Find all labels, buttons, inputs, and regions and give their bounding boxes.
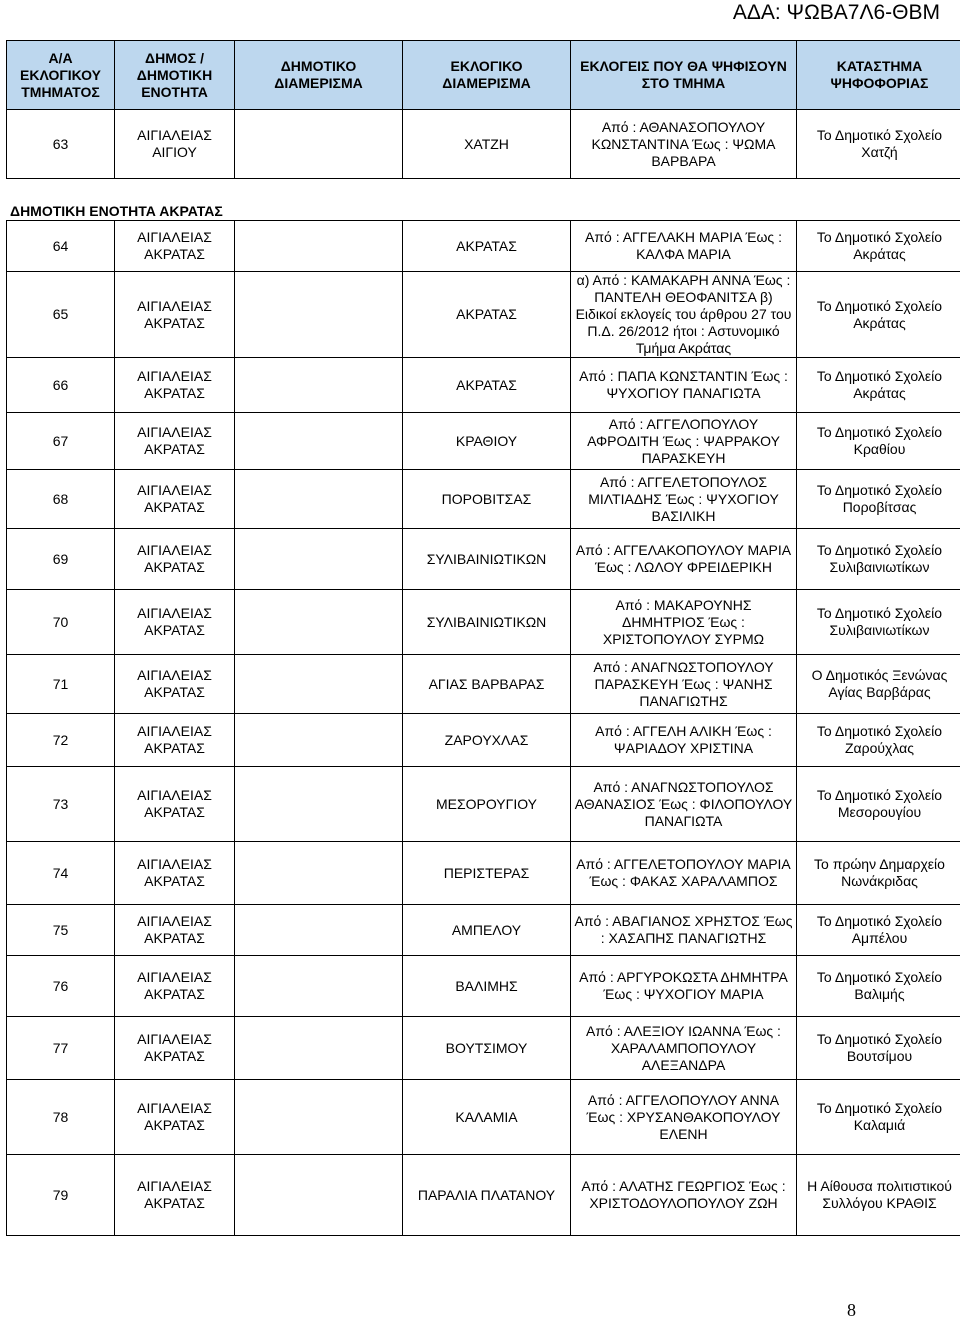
column-header-row bbox=[7, 41, 960, 110]
row-voters: Από : ΑΓΓΕΛΑΚΟΠΟΥΛΟΥ ΜΑΡΙΑ Έως : ΛΩΛΟΥ ΦΡΕΙΔΕΡΙΚΗ bbox=[571, 529, 797, 590]
table-row bbox=[7, 221, 960, 272]
row-number: 78 bbox=[7, 1080, 115, 1155]
row-district: ΠΟΡΟΒΙΤΣΑΣ bbox=[403, 470, 571, 529]
row-district: ΠΕΡΙΣΤΕΡΑΣ bbox=[403, 842, 571, 905]
row-unit: ΑΙΓΙΑΛΕΙΑΣ ΑΚΡΑΤΑΣ bbox=[115, 1017, 235, 1080]
table-row bbox=[7, 413, 960, 470]
col-header-department: ΔΗΜΟΤΙΚΟ ΔΙΑΜΕΡΙΣΜΑ bbox=[235, 41, 403, 110]
row-district: ΚΑΛΑΜΙΑ bbox=[403, 1080, 571, 1155]
row-unit: ΑΙΓΙΑΛΕΙΑΣ ΑΚΡΑΤΑΣ bbox=[115, 221, 235, 272]
row-district: ΠΑΡΑΛΙΑ ΠΛΑΤΑΝΟΥ bbox=[403, 1155, 571, 1236]
table-row bbox=[7, 767, 960, 842]
row-number: 67 bbox=[7, 413, 115, 470]
row-voters: Από : ΑΓΓΕΛΕΤΟΠΟΥΛΟΣ ΜΙΛΤΙΑΔΗΣ Έως : ΨΥΧΟΓΙΟΥ ΒΑΣΙΛΙΚΗ bbox=[571, 470, 797, 529]
row-department bbox=[235, 221, 403, 272]
row-unit: ΑΙΓΙΑΛΕΙΑΣ ΑΚΡΑΤΑΣ bbox=[115, 470, 235, 529]
row-station: Το Δημοτικό Σχολείο Ακράτας bbox=[797, 272, 960, 358]
row-number: 64 bbox=[7, 221, 115, 272]
row-voters: Από : ΑΝΑΓΝΩΣΤΟΠΟΥΛΟΥ ΠΑΡΑΣΚΕΥΗ Έως : ΨΑΝΗΣ ΠΑΝΑΓΙΩΤΗΣ bbox=[571, 655, 797, 714]
row-department bbox=[235, 1080, 403, 1155]
table-row bbox=[7, 1017, 960, 1080]
row-department bbox=[235, 358, 403, 413]
col-header-number: Α/Α ΕΚΛΟΓΙΚΟΥ ΤΜΗΜΑΤΟΣ bbox=[7, 41, 115, 110]
row-unit: ΑΙΓΙΑΛΕΙΑΣ ΑΚΡΑΤΑΣ bbox=[115, 358, 235, 413]
row-district: ΧΑΤΖΗ bbox=[403, 110, 571, 179]
row-station: Ο Δημοτικός Ξενώνας Αγίας Βαρβάρας bbox=[797, 655, 960, 714]
row-station: Το Δημοτικό Σχολείο Ποροβίτσας bbox=[797, 470, 960, 529]
row-district: ΑΚΡΑΤΑΣ bbox=[403, 358, 571, 413]
table-row bbox=[7, 529, 960, 590]
col-header-station: ΚΑΤΑΣΤΗΜΑ ΨΗΦΟΦΟΡΙΑΣ bbox=[797, 41, 960, 110]
section-title: ΔΗΜΟΤΙΚΗ ΕΝΟΤΗΤΑ ΑΚΡΑΤΑΣ bbox=[10, 203, 223, 219]
row-number: 74 bbox=[7, 842, 115, 905]
row-station: Το Δημοτικό Σχολείο Αμπέλου bbox=[797, 905, 960, 956]
row-district: ΚΡΑΘΙΟΥ bbox=[403, 413, 571, 470]
row-unit: ΑΙΓΙΑΛΕΙΑΣ ΑΚΡΑΤΑΣ bbox=[115, 655, 235, 714]
row-voters: Από : ΠΑΠΑ ΚΩΝΣΤΑΝΤΙΝ Έως : ΨΥΧΟΓΙΟΥ ΠΑΝΑΓΙΩΤΑ bbox=[571, 358, 797, 413]
row-voters: Από : ΜΑΚΑΡΟΥΝΗΣ ΔΗΜΗΤΡΙΟΣ Έως : ΧΡΙΣΤΟΠΟΥΛΟΥ ΣΥΡΜΩ bbox=[571, 590, 797, 655]
row-unit: ΑΙΓΙΑΛΕΙΑΣ ΑΚΡΑΤΑΣ bbox=[115, 1080, 235, 1155]
row-department bbox=[235, 655, 403, 714]
row-station: Το Δημοτικό Σχολείο Βαλιμής bbox=[797, 956, 960, 1017]
row-unit: ΑΙΓΙΑΛΕΙΑΣ ΑΚΡΑΤΑΣ bbox=[115, 767, 235, 842]
row-district: ΒΑΛΙΜΗΣ bbox=[403, 956, 571, 1017]
table-row bbox=[7, 714, 960, 767]
polling-table bbox=[6, 220, 960, 1236]
row-department bbox=[235, 956, 403, 1017]
table-row bbox=[7, 1080, 960, 1155]
row-station: Το Δημοτικό Σχολείο Κραθίου bbox=[797, 413, 960, 470]
row-voters: Από : ΑΛΕΞΙΟΥ ΙΩΑΝΝΑ Έως : ΧΑΡΑΛΑΜΠΟΠΟΥΛΟΥ ΑΛΕΞΑΝΔΡΑ bbox=[571, 1017, 797, 1080]
row-voters: Από : ΑΛΑΤΗΣ ΓΕΩΡΓΙΟΣ Έως : ΧΡΙΣΤΟΔΟΥΛΟΠΟΥΛΟΥ ΖΩΗ bbox=[571, 1155, 797, 1236]
row-district: ΑΚΡΑΤΑΣ bbox=[403, 272, 571, 358]
row-unit: ΑΙΓΙΑΛΕΙΑΣ ΑΚΡΑΤΑΣ bbox=[115, 529, 235, 590]
table-body bbox=[7, 221, 960, 1236]
row-number: 69 bbox=[7, 529, 115, 590]
row-number: 63 bbox=[7, 110, 115, 179]
row-department bbox=[235, 1017, 403, 1080]
row-voters: Από : ΑΡΓΥΡΟΚΩΣΤΑ ΔΗΜΗΤΡΑ Έως : ΨΥΧΟΓΙΟΥ ΜΑΡΙΑ bbox=[571, 956, 797, 1017]
row-number: 70 bbox=[7, 590, 115, 655]
row-station: Το Δημοτικό Σχολείο Συλιβαινιωτίκων bbox=[797, 529, 960, 590]
row-department bbox=[235, 590, 403, 655]
row-number: 76 bbox=[7, 956, 115, 1017]
row-unit: ΑΙΓΙΑΛΕΙΑΣ ΑΚΡΑΤΑΣ bbox=[115, 413, 235, 470]
row-voters: Από : ΑΓΓΕΛΗ ΑΛΙΚΗ Έως : ΨΑΡΙΑΔΟΥ ΧΡΙΣΤΙΝΑ bbox=[571, 714, 797, 767]
row-voters: α) Από : ΚΑΜΑΚΑΡΗ ΑΝΝΑ Έως : ΠΑΝΤΕΛΗ ΘΕΟΦΑΝΙΤΣΑ β) Ειδικοί εκλογείς του άρθρου 27 του Π.Δ. 26/2012 ήτοι : Αστυνομικό Τμήμα Ακράτας bbox=[571, 272, 797, 358]
page-number: 8 bbox=[847, 1300, 856, 1320]
row-unit: ΑΙΓΙΑΛΕΙΑΣ ΑΚΡΑΤΑΣ bbox=[115, 1155, 235, 1236]
row-number: 77 bbox=[7, 1017, 115, 1080]
row-unit: ΑΙΓΙΑΛΕΙΑΣ ΑΚΡΑΤΑΣ bbox=[115, 272, 235, 358]
table-row bbox=[7, 842, 960, 905]
row-station: Το πρώην Δημαρχείο Νωνάκριδας bbox=[797, 842, 960, 905]
row-unit: ΑΙΓΙΑΛΕΙΑΣ ΑΚΡΑΤΑΣ bbox=[115, 956, 235, 1017]
row-voters: Από : ΑΓΓΕΛΟΠΟΥΛΟΥ ΑΦΡΟΔΙΤΗ Έως : ΨΑΡΡΑΚΟΥ ΠΑΡΑΣΚΕΥΗ bbox=[571, 413, 797, 470]
row-station: Το Δημοτικό Σχολείο Συλιβαινιωτίκων bbox=[797, 590, 960, 655]
row-department bbox=[235, 110, 403, 179]
row-station: Το Δημοτικό Σχολείο Μεσορουγίου bbox=[797, 767, 960, 842]
table-row bbox=[7, 655, 960, 714]
row-voters: Από : ΑΓΓΕΛΑΚΗ ΜΑΡΙΑ Έως : ΚΑΛΦΑ ΜΑΡΙΑ bbox=[571, 221, 797, 272]
row-number: 79 bbox=[7, 1155, 115, 1236]
row-district: ΣΥΛΙΒΑΙΝΙΩΤΙΚΩΝ bbox=[403, 590, 571, 655]
row-department bbox=[235, 1155, 403, 1236]
row-department bbox=[235, 842, 403, 905]
row-number: 66 bbox=[7, 358, 115, 413]
row-number: 65 bbox=[7, 272, 115, 358]
row-unit: ΑΙΓΙΑΛΕΙΑΣ ΑΚΡΑΤΑΣ bbox=[115, 714, 235, 767]
row-number: 73 bbox=[7, 767, 115, 842]
row-district: ΜΕΣΟΡΟΥΓΙΟΥ bbox=[403, 767, 571, 842]
row-station: Το Δημοτικό Σχολείο Ακράτας bbox=[797, 221, 960, 272]
table-row bbox=[7, 1155, 960, 1236]
row-department bbox=[235, 767, 403, 842]
col-header-unit: ΔΗΜΟΣ / ΔΗΜΟΤΙΚΗ ΕΝΟΤΗΤΑ bbox=[115, 41, 235, 110]
row-voters: Από : ΑΓΓΕΛΟΠΟΥΛΟΥ ΑΝΝΑ Έως : ΧΡΥΣΑΝΘΑΚΟΠΟΥΛΟΥ ΕΛΕΝΗ bbox=[571, 1080, 797, 1155]
row-department bbox=[235, 905, 403, 956]
row-station: Το Δημοτικό Σχολείο Ζαρούχλας bbox=[797, 714, 960, 767]
row-district: ΑΜΠΕΛΟΥ bbox=[403, 905, 571, 956]
table-row bbox=[7, 905, 960, 956]
table-row bbox=[7, 358, 960, 413]
row-unit: ΑΙΓΙΑΛΕΙΑΣ ΑΚΡΑΤΑΣ bbox=[115, 842, 235, 905]
row-station: Το Δημοτικό Σχολείο Χατζή bbox=[797, 110, 960, 179]
row-unit: ΑΙΓΙΑΛΕΙΑΣ ΑΚΡΑΤΑΣ bbox=[115, 590, 235, 655]
row-station: Η Αίθουσα πολιτιστικού Συλλόγου ΚΡΑΘΙΣ bbox=[797, 1155, 960, 1236]
row-voters: Από : ΑΒΑΓΙΑΝΟΣ ΧΡΗΣΤΟΣ Έως : ΧΑΣΑΠΗΣ ΠΑΝΑΓΙΩΤΗΣ bbox=[571, 905, 797, 956]
row-department bbox=[235, 272, 403, 358]
row-station: Το Δημοτικό Σχολείο Ακράτας bbox=[797, 358, 960, 413]
col-header-district: ΕΚΛΟΓΙΚΟ ΔΙΑΜΕΡΙΣΜΑ bbox=[403, 41, 571, 110]
row-district: ΑΓΙΑΣ ΒΑΡΒΑΡΑΣ bbox=[403, 655, 571, 714]
row-station: Το Δημοτικό Σχολείο Καλαμιά bbox=[797, 1080, 960, 1155]
row-unit: ΑΙΓΙΑΛΕΙΑΣ ΑΚΡΑΤΑΣ bbox=[115, 905, 235, 956]
header-table bbox=[6, 40, 960, 179]
row-unit: ΑΙΓΙΑΛΕΙΑΣ ΑΙΓΙΟΥ bbox=[115, 110, 235, 179]
row-number: 75 bbox=[7, 905, 115, 956]
row-number: 71 bbox=[7, 655, 115, 714]
ada-code: ΑΔΑ: ΨΩΒΑ7Λ6-ΘΒΜ bbox=[732, 1, 940, 24]
row-district: ΒΟΥΤΣΙΜΟΥ bbox=[403, 1017, 571, 1080]
row-department bbox=[235, 529, 403, 590]
col-header-voters: ΕΚΛΟΓΕΙΣ ΠΟΥ ΘΑ ΨΗΦΙΣΟΥΝ ΣΤΟ ΤΜΗΜΑ bbox=[571, 41, 797, 110]
row-voters: Από : ΑΘΑΝΑΣΟΠΟΥΛΟΥ ΚΩΝΣΤΑΝΤΙΝΑ Έως : ΨΩΜΑ ΒΑΡΒΑΡΑ bbox=[571, 110, 797, 179]
table-row bbox=[7, 110, 960, 179]
row-district: ΣΥΛΙΒΑΙΝΙΩΤΙΚΩΝ bbox=[403, 529, 571, 590]
row-station: Το Δημοτικό Σχολείο Βουτσίμου bbox=[797, 1017, 960, 1080]
row-department bbox=[235, 470, 403, 529]
table-row bbox=[7, 470, 960, 529]
row-department bbox=[235, 714, 403, 767]
row-district: ΖΑΡΟΥΧΛΑΣ bbox=[403, 714, 571, 767]
row-number: 72 bbox=[7, 714, 115, 767]
row-voters: Από : ΑΓΓΕΛΕΤΟΠΟΥΛΟΥ ΜΑΡΙΑ Έως : ΦΑΚΑΣ ΧΑΡΑΛΑΜΠΟΣ bbox=[571, 842, 797, 905]
row-department bbox=[235, 413, 403, 470]
table-row bbox=[7, 956, 960, 1017]
row-district: ΑΚΡΑΤΑΣ bbox=[403, 221, 571, 272]
row-voters: Από : ΑΝΑΓΝΩΣΤΟΠΟΥΛΟΣ ΑΘΑΝΑΣΙΟΣ Έως : ΦΙΛΟΠΟΥΛΟΥ ΠΑΝΑΓΙΩΤΑ bbox=[571, 767, 797, 842]
row-number: 68 bbox=[7, 470, 115, 529]
table-row bbox=[7, 272, 960, 358]
table-row bbox=[7, 590, 960, 655]
